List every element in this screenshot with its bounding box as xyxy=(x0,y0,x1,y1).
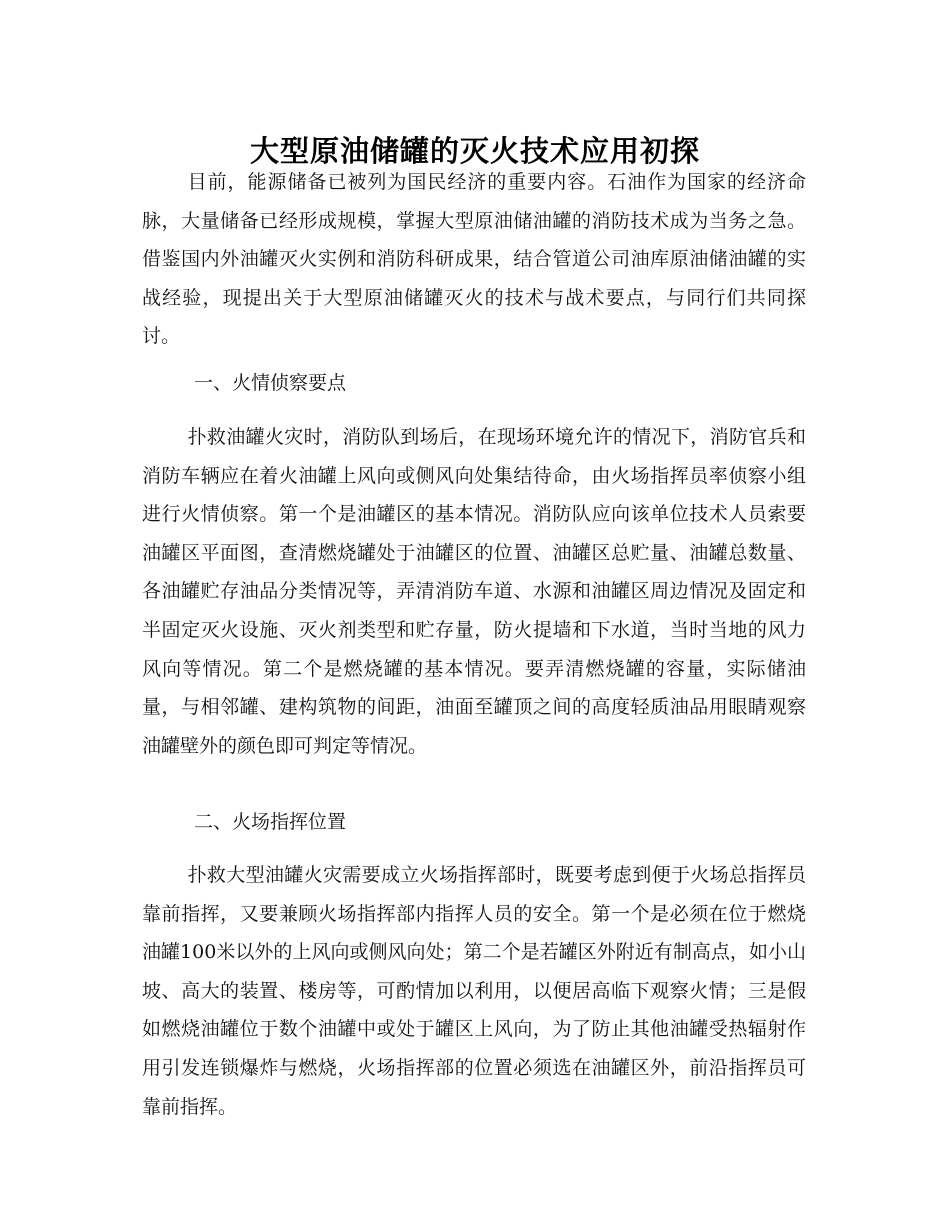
section-body-command-position: 扑救大型油罐火灾需要成立火场指挥部时，既要考虑到便于火场总指挥员靠前指挥，又要兼顾火场指挥部内指挥人员的安全。第一个是必须在位于燃烧油罐100米以外的上风向或侧风向处；第二个是若罐区外附近有制高点，如小山坡、高大的装置、楼房等，可酌情加以利用，以便居高临下观察火情；三是假如燃烧油罐位于数个油罐中或处于罐区上风向，为了防止其他油罐受热辐射作用引发连锁爆炸与燃烧，火场指挥部的位置必须选在油罐区外，前沿指挥员可靠前指挥。 xyxy=(142,864,806,1118)
section-heading-fire-reconnaissance: 一、火情侦察要点 xyxy=(194,372,347,394)
section-body-fire-reconnaissance: 扑救油罐火灾时，消防队到场后，在现场环境允许的情况下，消防官兵和消防车辆应在着火油罐上风向或侧风向处集结待命，由火场指挥员率侦察小组进行火情侦察。第一个是油罐区的基本情况。消防队应向该单位技术人员索要油罐区平面图，查清燃烧罐处于油罐区的位置、油罐区总贮量、油罐总数量、各油罐贮存油品分类情况等，弄清消防车道、水源和油罐区周边情况及固定和半固定灭火设施、灭火剂类型和贮存量，防火提墙和下水道，当时当地的风力风向等情况。第二个是燃烧罐的基本情况。要弄清燃烧罐的容量，实际储油量，与相邻罐、建构筑物的间距，油面至罐顶之间的高度轻质油品用眼睛观察油罐壁外的颜色即可判定等情况。 xyxy=(142,426,806,757)
document-title: 大型原油储罐的灭火技术应用初探 xyxy=(249,134,700,169)
section-heading-command-position: 二、火场指挥位置 xyxy=(194,811,347,833)
intro-paragraph: 目前，能源储备已被列为国民经济的重要内容。石油作为国家的经济命脉，大量储备已经形成规模，掌握大型原油储油罐的消防技术成为当务之急。借鉴国内外油罐灭火实例和消防科研成果，结合管道公司油库原油储油罐的实战经验，现提出关于大型原油储罐灭火的技术与战术要点，与同行们共同探讨。 xyxy=(142,171,806,348)
